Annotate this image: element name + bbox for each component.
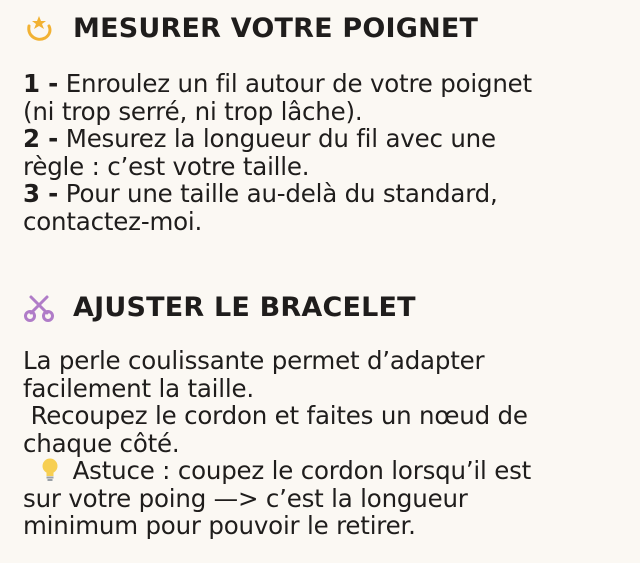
adjust-title: AJUSTER LE BRACELET: [73, 291, 416, 323]
adjust-line: chaque côté.: [23, 428, 180, 458]
step-2: [23, 125, 634, 180]
step-text: règle : c’est votre taille.: [23, 151, 310, 181]
measure-steps: [23, 70, 634, 235]
step-number: 1 -: [23, 69, 59, 98]
step-3: [23, 180, 634, 235]
tip-text: Astuce : coupez le cordon lorsqu’il est: [65, 456, 532, 485]
tip-line: [23, 457, 634, 485]
measure-section: [23, 10, 634, 235]
adjust-section: [23, 289, 634, 540]
measure-heading: [23, 10, 634, 46]
tip-line: minimum pour pouvoir le retirer.: [23, 511, 416, 540]
adjust-text: [23, 347, 634, 540]
step-text: (ni trop serré, ni trop lâche).: [23, 96, 363, 126]
step-number: 3 -: [23, 179, 59, 208]
measure-title: MESURER VOTRE POIGNET: [73, 12, 479, 44]
adjust-line: facilement la taille.: [23, 373, 254, 403]
adjust-line: Recoupez le cordon et faites un nœud de: [23, 401, 528, 430]
step-text: contactez-moi.: [23, 206, 203, 236]
step-text: Mesurez la longueur du fil avec une: [65, 124, 496, 153]
dizzy-star-icon: [23, 12, 55, 44]
scissors-icon: [23, 291, 55, 323]
light-bulb-icon: [39, 457, 61, 483]
adjust-line: La perle coulissante permet d’adapter: [23, 346, 485, 375]
adjust-heading: [23, 289, 634, 325]
step-text: Pour une taille au-delà du standard,: [65, 179, 498, 208]
tip-line: sur votre poing —> c’est la longueur: [23, 483, 468, 513]
step-number: 2 -: [23, 124, 59, 153]
step-1: [23, 70, 634, 125]
step-text: Enroulez un fil autour de votre poignet: [65, 69, 532, 98]
